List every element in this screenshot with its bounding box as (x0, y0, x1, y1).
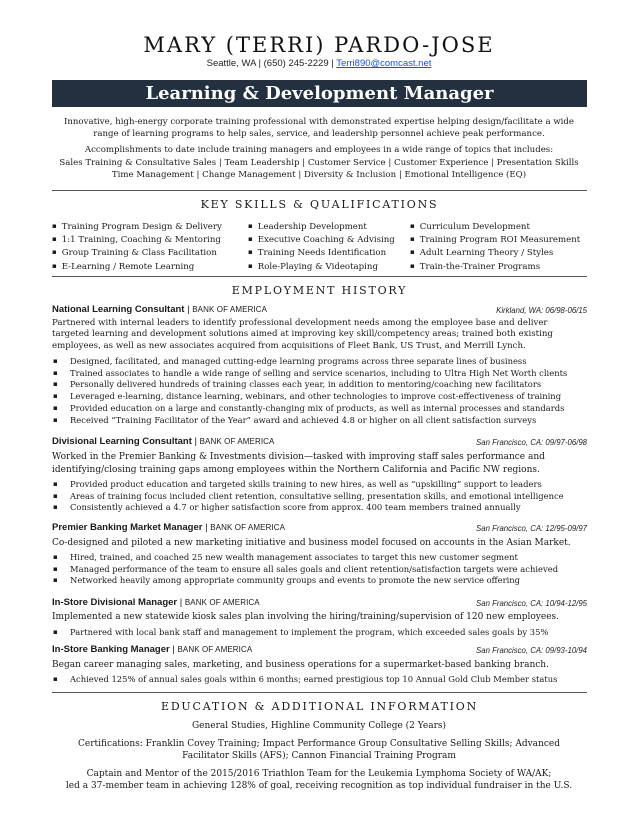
skill-item: ▪ Training Program ROI Measurement (410, 233, 580, 246)
job-location-dates: San Francisco, CA: 09/93-10/94 (476, 646, 587, 655)
candidate-name: MARY (TERRI) PARDO-JOSE (143, 33, 495, 57)
description-line: Worked in the Premier Banking & Investments division—tasked with improving staff sales performance and (52, 452, 545, 462)
bullet-item: ▪ Areas of training focus included client retention, consultative selling, presentation skills, and emotional intelligence (52, 491, 592, 503)
job-header: In-Store Divisional Manager | BANK OF AMERICA San Francisco, CA: 10/94-12/95 (52, 597, 587, 608)
job-bullets (52, 627, 592, 639)
job-bullets (52, 674, 592, 686)
employment-heading: EMPLOYMENT HISTORY (231, 284, 408, 297)
summary-line: Time Management | Change Management | Diversity & Inclusion | Emotional Intelligence (EQ) (111, 169, 527, 180)
divider (52, 276, 587, 277)
skill-item: ▪ Role-Playing & Videotaping (248, 260, 395, 273)
summary (40, 116, 598, 181)
summary-line: Accomplishments to date include training managers and employees in a wide range of topics that includes: (84, 145, 554, 156)
job-header: National Learning Consultant | BANK OF AMERICA Kirkland, WA: 06/98-06/15 (52, 304, 587, 315)
summary-line: Innovative, high-energy corporate training professional with demonstrated expertise helping design/facilitate a wide (63, 117, 575, 127)
description-line: Partnered with internal leaders to identify professional development needs among the employee base and deliver (52, 318, 548, 328)
skill-item: ▪ E-Learning / Remote Learning (52, 260, 222, 273)
additional-info-line: led a 37-member team in achieving 128% of goal, receiving recognition as top individual fundraiser in the U.S. (65, 781, 573, 791)
skill-item: ▪ Group Training & Class Facilitation (52, 246, 222, 259)
divider (52, 692, 587, 693)
job-description (52, 537, 592, 550)
education-heading: EDUCATION & ADDITIONAL INFORMATION (160, 700, 479, 713)
description-line: employees, as well as new associates acquired from acquisitions of Fleet Bank, US Trust, and Merrill Lynch. (52, 340, 526, 351)
company-name: BANK OF AMERICA (177, 645, 253, 654)
skill-item: ▪ Adult Learning Theory / Styles (410, 246, 580, 259)
skills-column-3 (410, 220, 580, 273)
divider (52, 190, 587, 191)
bullet-item: ▪ Hired, trained, and coached 25 new wealth management associates to target this new customer segment (52, 552, 592, 564)
job-location-dates: Kirkland, WA: 06/98-06/15 (496, 306, 587, 315)
company-name: BANK OF AMERICA (199, 437, 275, 446)
skill-item: ▪ 1:1 Training, Coaching & Mentoring (52, 233, 222, 246)
job-bullets (52, 552, 592, 587)
certifications-line: Facilitator Skills (AFS); Cannon Financial Training Program (182, 751, 456, 761)
job-title: Premier Banking Market Manager (52, 522, 203, 533)
job-title: Divisional Learning Consultant (52, 436, 192, 447)
job-bullets (52, 356, 592, 426)
job-location-dates: San Francisco, CA: 12/95-09/97 (476, 524, 587, 533)
additional-info-line: Captain and Mentor of the 2015/2016 Triathlon Team for the Leukemia Lymphoma Society of WA/AK; (86, 768, 552, 779)
summary-line: Sales Training & Consultative Sales | Team Leadership | Customer Service | Customer Experience | Presentation Skills (59, 157, 579, 168)
contact-info: Seattle, WA | (650) 245-2229 | (206, 58, 337, 69)
bullet-item: ▪ Leveraged e-learning, distance learning, webinars, and other technologies to improve cost-effectiveness of training (52, 391, 592, 403)
bullet-item: ▪ Received “Training Facilitator of the Year” award and achieved 4.8 or higher on all client satisfaction surveys (52, 415, 592, 427)
job-title: In-Store Divisional Manager (52, 597, 178, 608)
contact-line (0, 58, 638, 69)
job-description (52, 318, 592, 352)
bullet-item: ▪ Personally delivered hundreds of training classes each year, in addition to mentoring/coaching new facilitators (52, 379, 592, 391)
skill-item: ▪ Leadership Development (248, 220, 395, 233)
skills-column-2 (248, 220, 395, 273)
bullet-item: ▪ Networked heavily among appropriate community groups and events to promote the new service offering (52, 575, 592, 587)
description-line: Co-designed and piloted a new marketing initiative and business model focused on accounts in the Asian Market. (52, 538, 571, 548)
job-title: National Learning Consultant (52, 304, 185, 315)
bullet-item: ▪ Managed performance of the team to ensure all sales goals and client retention/satisfaction targets were achieved (52, 564, 592, 576)
skill-item: ▪ Training Needs Identification (248, 246, 395, 259)
job-header: In-Store Banking Manager | BANK OF AMERICA San Francisco, CA: 09/93-10/94 (52, 644, 587, 655)
description-line: Implemented a new statewide kiosk sales plan involving the hiring/training/supervision of 120 new employees. (52, 612, 560, 622)
email-link[interactable]: Terri890@comcast.net (336, 58, 432, 69)
job-description (52, 451, 592, 476)
company-name: BANK OF AMERICA (184, 598, 260, 607)
bullet-item: ▪ Partnered with local bank staff and management to implement the program, which exceeded sales goals by 35% (52, 627, 592, 639)
bullet-item: ▪ Trained associates to handle a wide range of selling and service scenarios, including to Ultra High Net Worth clients (52, 368, 592, 380)
skill-item: ▪ Train-the-Trainer Programs (410, 260, 580, 273)
job-title: In-Store Banking Manager (52, 644, 170, 655)
skills-column-1 (52, 220, 222, 273)
summary-line: range of learning programs to help sales, service, and leadership personnel achieve peak performance. (93, 129, 545, 140)
job-header: Divisional Learning Consultant | BANK OF AMERICA San Francisco, CA: 09/97-06/98 (52, 436, 587, 447)
bullet-item: ▪ Achieved 125% of annual sales goals within 6 months; earned prestigious top 10 Annual Gold Club Member status (52, 674, 592, 686)
skill-item: ▪ Curriculum Development (410, 220, 580, 233)
job-bullets (52, 479, 592, 514)
job-location-dates: San Francisco, CA: 09/97-06/98 (476, 438, 587, 447)
company-name: BANK OF AMERICA (210, 523, 286, 532)
skill-item: ▪ Training Program Design & Delivery (52, 220, 222, 233)
description-line: identifying/closing training gaps among employees within the Northern California and Pacific NW regions. (52, 464, 540, 475)
description-line: Began career managing sales, marketing, and business operations for a supermarket-based banking branch. (52, 660, 549, 670)
job-description (52, 659, 592, 672)
bullet-item: ▪ Provided product education and targeted skills training to new hires, as well as “upskilling” support to leaders (52, 479, 592, 491)
job-header: Premier Banking Market Manager | BANK OF AMERICA San Francisco, CA: 12/95-09/97 (52, 522, 587, 533)
description-line: targeted learning and development solutions aimed at improving key skill/competency areas; trained both existing (52, 329, 553, 340)
company-name: BANK OF AMERICA (192, 305, 268, 314)
job-location-dates: San Francisco, CA: 10/94-12/95 (476, 599, 587, 608)
skills-heading: KEY SKILLS & QUALIFICATIONS (200, 198, 439, 211)
certifications-line: Certifications: Franklin Covey Training; Impact Performance Group Consultative Selling Skills; Advanced (78, 738, 560, 749)
bullet-item: ▪ Designed, facilitated, and managed cutting-edge learning programs across three separate lines of business (52, 356, 592, 368)
bullet-item: ▪ Consistently achieved a 4.7 or higher satisfaction score from approx. 400 team members trained annually (52, 502, 592, 514)
headline-banner: Learning & Development Manager (52, 80, 587, 107)
bullet-item: ▪ Provided education on a large and constantly-changing mix of products, as well as internal processes and standards (52, 403, 592, 415)
job-description (52, 611, 592, 624)
education-line: General Studies, Highline Community College (2 Years) (191, 721, 447, 731)
skill-item: ▪ Executive Coaching & Advising (248, 233, 395, 246)
education-block (40, 720, 598, 793)
